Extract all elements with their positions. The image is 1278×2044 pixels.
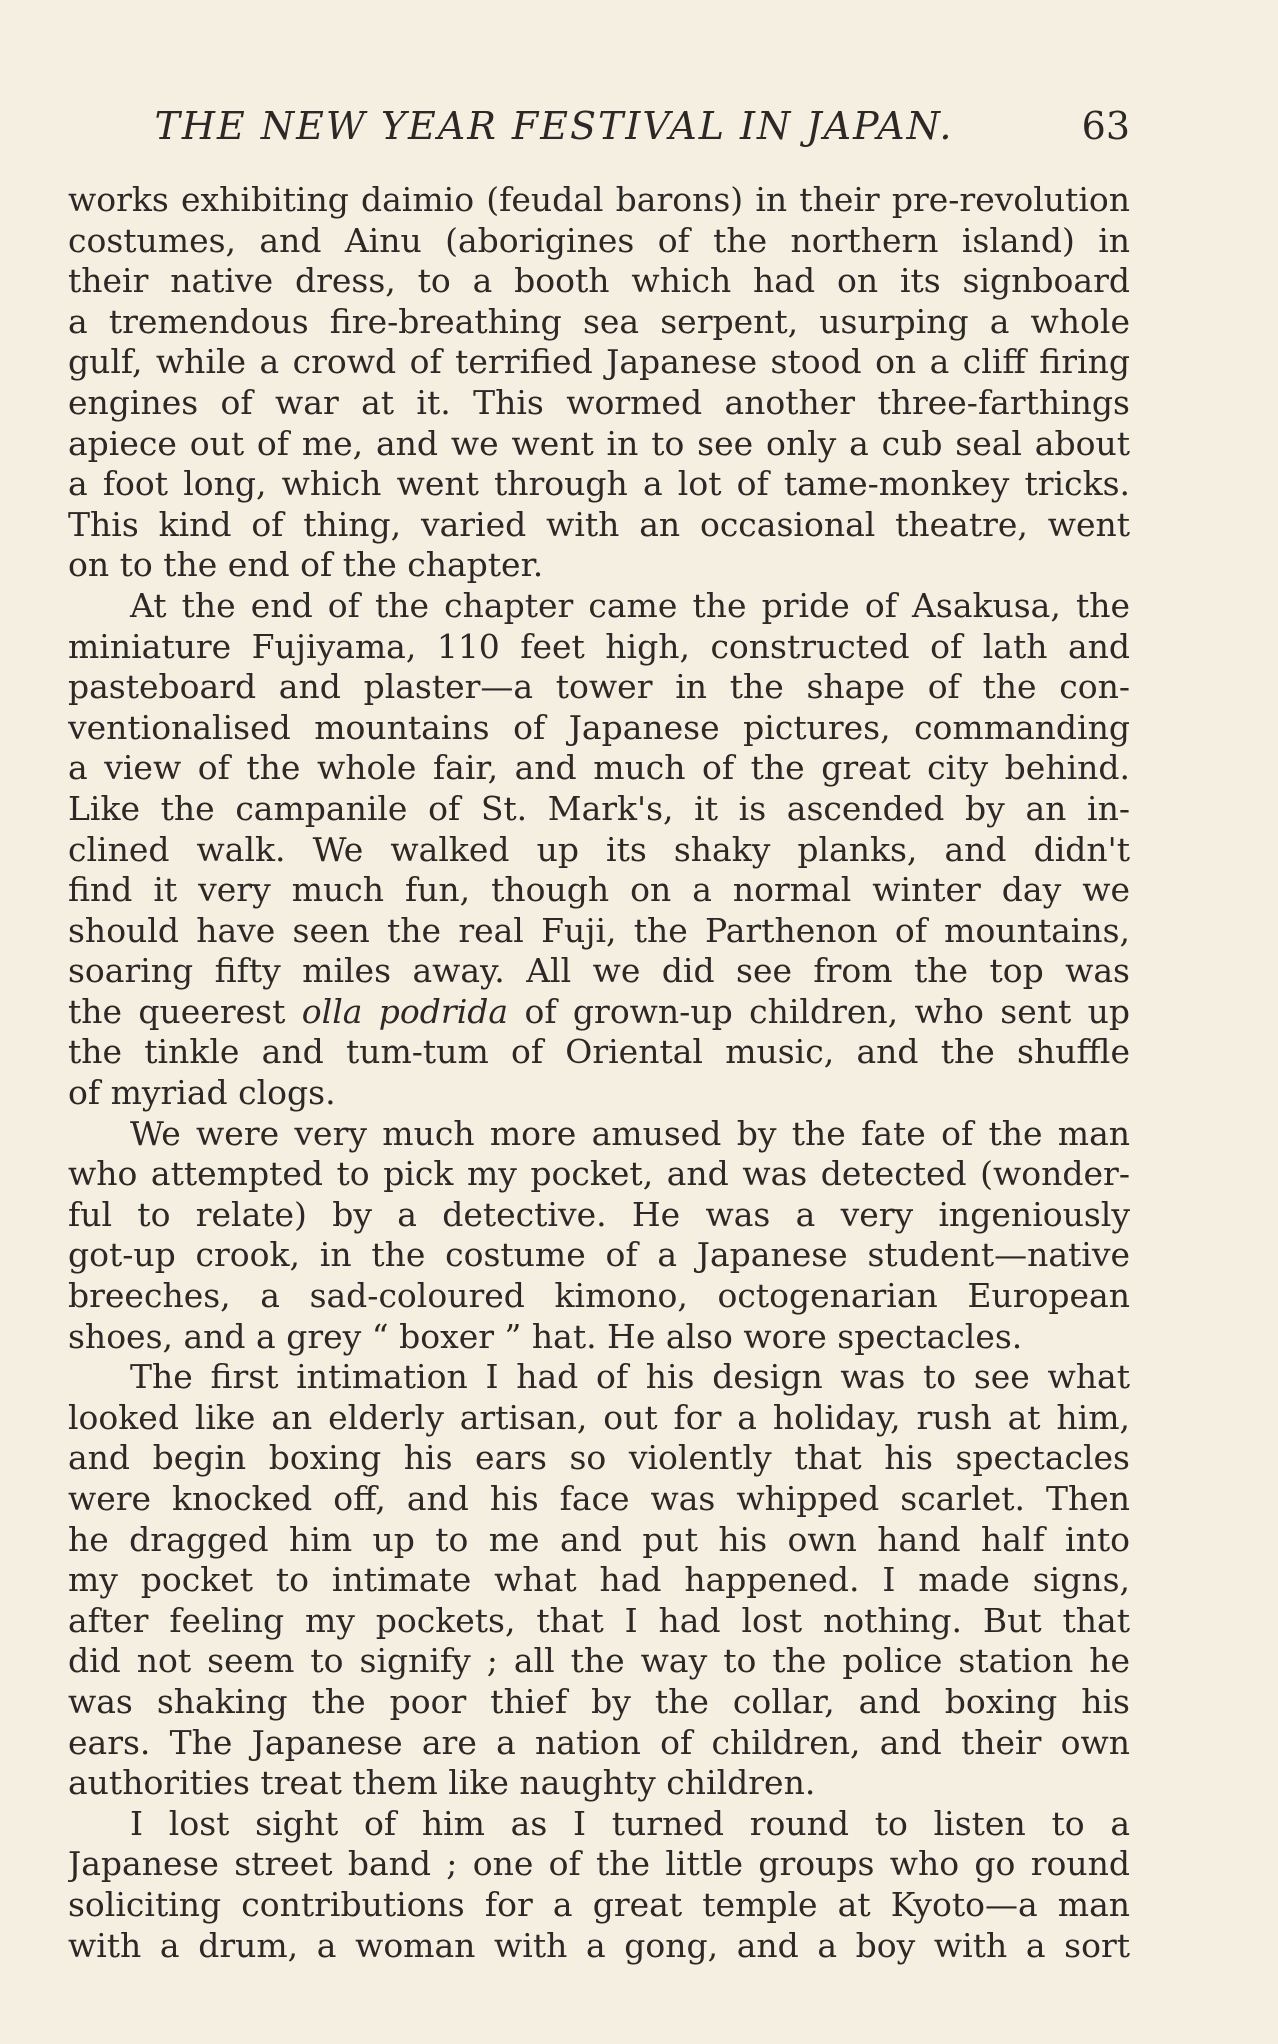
text-line: my pocket to intimate what had happened. I made signs, bbox=[68, 1560, 1130, 1600]
text-line: shoes, and a grey “ boxer ” hat. He also wore spectacles. bbox=[68, 1316, 1023, 1356]
text-line: were knocked off, and his face was whipped scarlet. Then bbox=[68, 1479, 1130, 1518]
text-line: works exhibiting daimio (feudal barons) in their pre-revolution bbox=[68, 180, 1130, 219]
text-line: got-up crook, in the costume of a Japanese student—native bbox=[68, 1235, 1130, 1275]
text-line: who attempted to pick my pocket, and was detected (wonder- bbox=[68, 1154, 1130, 1194]
text-line: he dragged him up to me and put his own hand half into bbox=[68, 1519, 1130, 1559]
text-line: clined walk. We walked up its shaky planks, and didn't bbox=[68, 829, 1130, 869]
text-line: was shaking the poor thief by the collar, and boxing his bbox=[68, 1681, 1130, 1721]
text-line: engines of war at it. This wormed another three-farthings bbox=[68, 382, 1130, 422]
text-line: the tinkle and tum-tum of Oriental music, and the shuffle bbox=[68, 1032, 1130, 1072]
text-line: on to the end of the chapter. bbox=[68, 545, 544, 585]
text-line: ventionalised mountains of Japanese pictures, commanding bbox=[68, 707, 1130, 747]
page-header bbox=[68, 96, 1130, 156]
text-line: and begin boxing his ears so violently that his spectacles bbox=[68, 1438, 1130, 1478]
text-line: miniature Fujiyama, 110 feet high, constructed of lath and bbox=[68, 626, 1130, 666]
text-line: Japanese street band ; one of the little groups who go round bbox=[68, 1844, 1130, 1884]
text-line: should have seen the real Fuji, the Parthenon of mountains, bbox=[68, 910, 1130, 950]
text-line: their native dress, to a booth which had on its signboard bbox=[68, 261, 1130, 301]
text-line: a tremendous fire-breathing sea serpent, usurping a whole bbox=[68, 301, 1130, 341]
italic-phrase: olla podrida bbox=[301, 991, 509, 1031]
text-line: At the end of the chapter came the pride of Asakusa, the bbox=[130, 585, 1130, 625]
text-line: I lost sight of him as I turned round to listen to a bbox=[130, 1803, 1130, 1843]
text-line: the queerest olla podrida of grown-up children, who sent up bbox=[68, 991, 1130, 1031]
text-line: pasteboard and plaster—a tower in the shape of the con- bbox=[68, 667, 1130, 707]
text-line: costumes, and Ainu (aborigines of the northern island) in bbox=[68, 220, 1130, 260]
text-line: apiece out of me, and we went in to see only a cub seal about bbox=[68, 423, 1130, 463]
text-line: Like the campanile of St. Mark's, it is ascended by an in- bbox=[68, 788, 1130, 828]
text-line: a view of the whole fair, and much of the great city behind. bbox=[68, 748, 1130, 788]
running-title: THE NEW YEAR FESTIVAL IN JAPAN. bbox=[154, 104, 954, 148]
text-line: The first intimation I had of his design was to see what bbox=[130, 1357, 1130, 1397]
text-line: with a drum, a woman with a gong, and a boy with a sort bbox=[68, 1925, 1130, 1965]
text-line: authorities treat them like naughty children. bbox=[68, 1763, 816, 1803]
text-line: did not seem to signify ; all the way to the police station he bbox=[68, 1641, 1130, 1681]
text-line: of myriad clogs. bbox=[68, 1073, 336, 1113]
text-line: gulf, while a crowd of terrified Japanese stood on a cliff firing bbox=[68, 342, 1130, 382]
text-line: breeches, a sad-coloured kimono, octogenarian European bbox=[68, 1276, 1130, 1316]
text-line: ful to relate) by a detective. He was a very ingeniously bbox=[68, 1194, 1130, 1234]
text-line: after feeling my pockets, that I had lost nothing. But that bbox=[68, 1600, 1130, 1640]
text-line: a foot long, which went through a lot of tame-monkey tricks. bbox=[68, 464, 1130, 504]
page-number: 63 bbox=[1081, 104, 1130, 148]
text-line: soliciting contributions for a great temple at Kyoto—a man bbox=[68, 1884, 1130, 1924]
text-line: This kind of thing, varied with an occasional theatre, went bbox=[68, 504, 1130, 544]
body-text bbox=[68, 180, 1130, 1966]
text-line: looked like an elderly artisan, out for a holiday, rush at him, bbox=[68, 1397, 1130, 1437]
text-line: soaring fifty miles away. All we did see from the top was bbox=[68, 951, 1130, 991]
text-line: ears. The Japanese are a nation of children, and their own bbox=[68, 1722, 1130, 1762]
text-line: find it very much fun, though on a normal winter day we bbox=[68, 870, 1130, 910]
text-line: We were very much more amused by the fate of the man bbox=[130, 1113, 1130, 1153]
